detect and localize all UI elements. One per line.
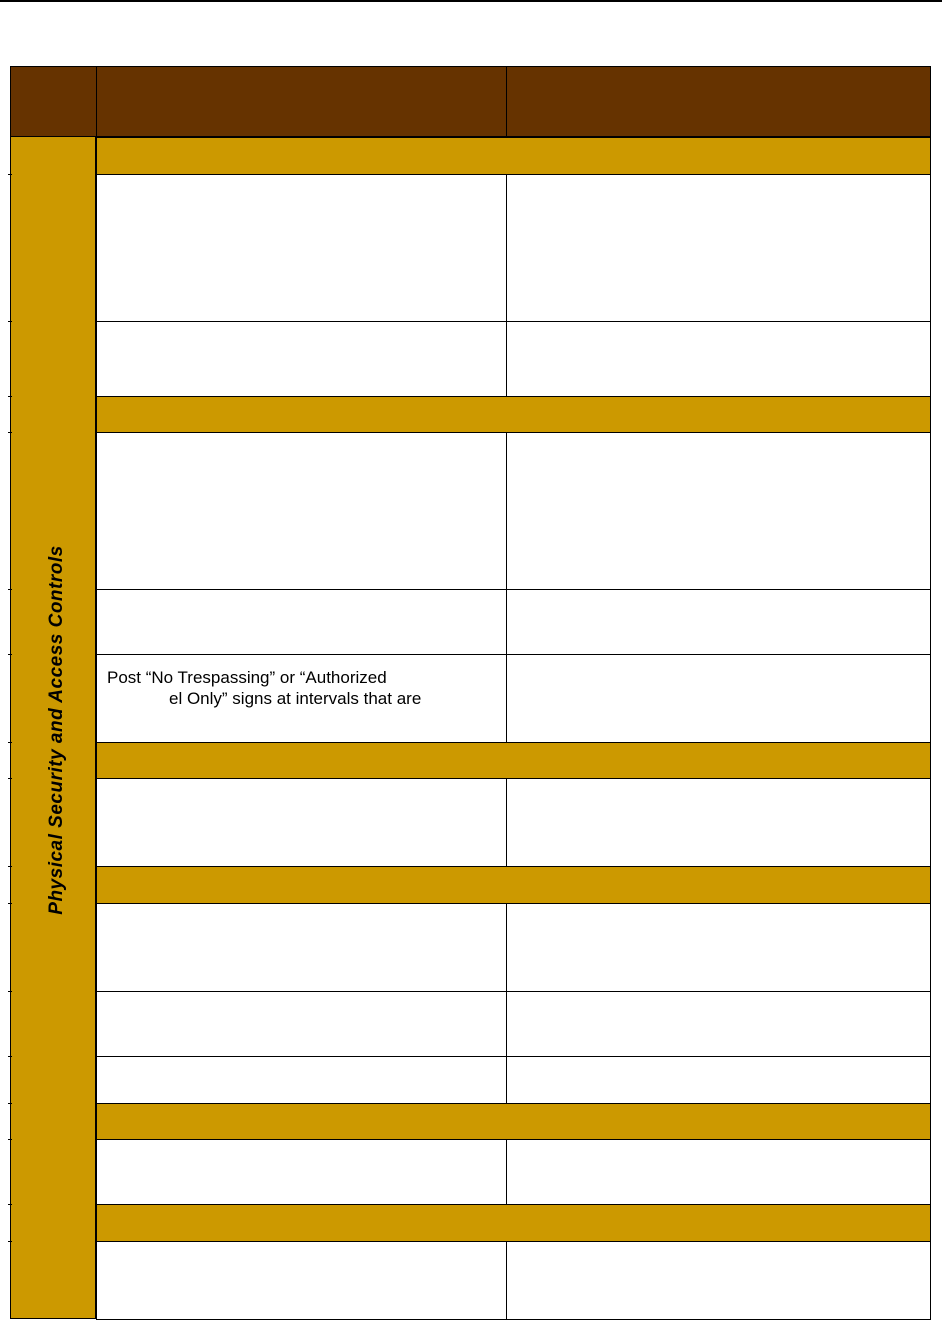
table-cell — [96, 321, 507, 397]
signage-text — [107, 667, 421, 709]
row-tick — [8, 866, 12, 867]
row-tick — [8, 174, 12, 175]
row-tick — [8, 991, 12, 992]
row-tick — [8, 1056, 12, 1057]
row-tick — [8, 1204, 12, 1205]
table-cell — [506, 1056, 931, 1104]
subsection-band — [96, 866, 931, 904]
table-cell — [96, 903, 507, 992]
top-rule — [0, 0, 942, 2]
table-cell — [506, 778, 931, 867]
row-tick — [8, 589, 12, 590]
table-cell — [96, 174, 507, 322]
table-cell — [506, 174, 931, 322]
table-cell — [506, 1139, 931, 1205]
table-cell — [96, 1241, 507, 1320]
header-cell-2 — [96, 66, 507, 137]
row-tick — [8, 1103, 12, 1104]
subsection-band — [96, 137, 931, 175]
row-tick — [8, 1139, 12, 1140]
section-label: Physical Security and Access Controls — [46, 545, 67, 915]
table-cell-signage — [96, 654, 507, 743]
table-cell — [96, 1056, 507, 1104]
table-cell — [506, 903, 931, 992]
subsection-band — [96, 1103, 931, 1140]
header-cell-3 — [506, 66, 931, 137]
row-tick — [8, 903, 12, 904]
row-tick — [8, 1241, 12, 1242]
signage-line-2: el Only” signs at intervals that are — [169, 689, 422, 708]
subsection-band — [96, 742, 931, 779]
row-tick — [8, 321, 12, 322]
table-cell — [96, 432, 507, 590]
row-tick — [8, 742, 12, 743]
header-cell-1 — [10, 66, 97, 137]
table-cell — [96, 589, 507, 655]
subsection-band — [96, 396, 931, 433]
table-cell — [96, 778, 507, 867]
signage-line-1: Post “No Trespassing” or “Authorized — [107, 668, 387, 687]
table-cell — [96, 1139, 507, 1205]
table-cell — [506, 991, 931, 1057]
table-cell — [506, 432, 931, 590]
row-tick — [8, 396, 12, 397]
row-tick — [8, 432, 12, 433]
table-cell — [506, 589, 931, 655]
table-cell — [506, 1241, 931, 1320]
table-cell — [96, 991, 507, 1057]
subsection-band — [96, 1204, 931, 1242]
row-tick — [8, 654, 12, 655]
table-cell — [506, 654, 931, 743]
row-tick — [8, 778, 12, 779]
table-cell — [506, 321, 931, 397]
